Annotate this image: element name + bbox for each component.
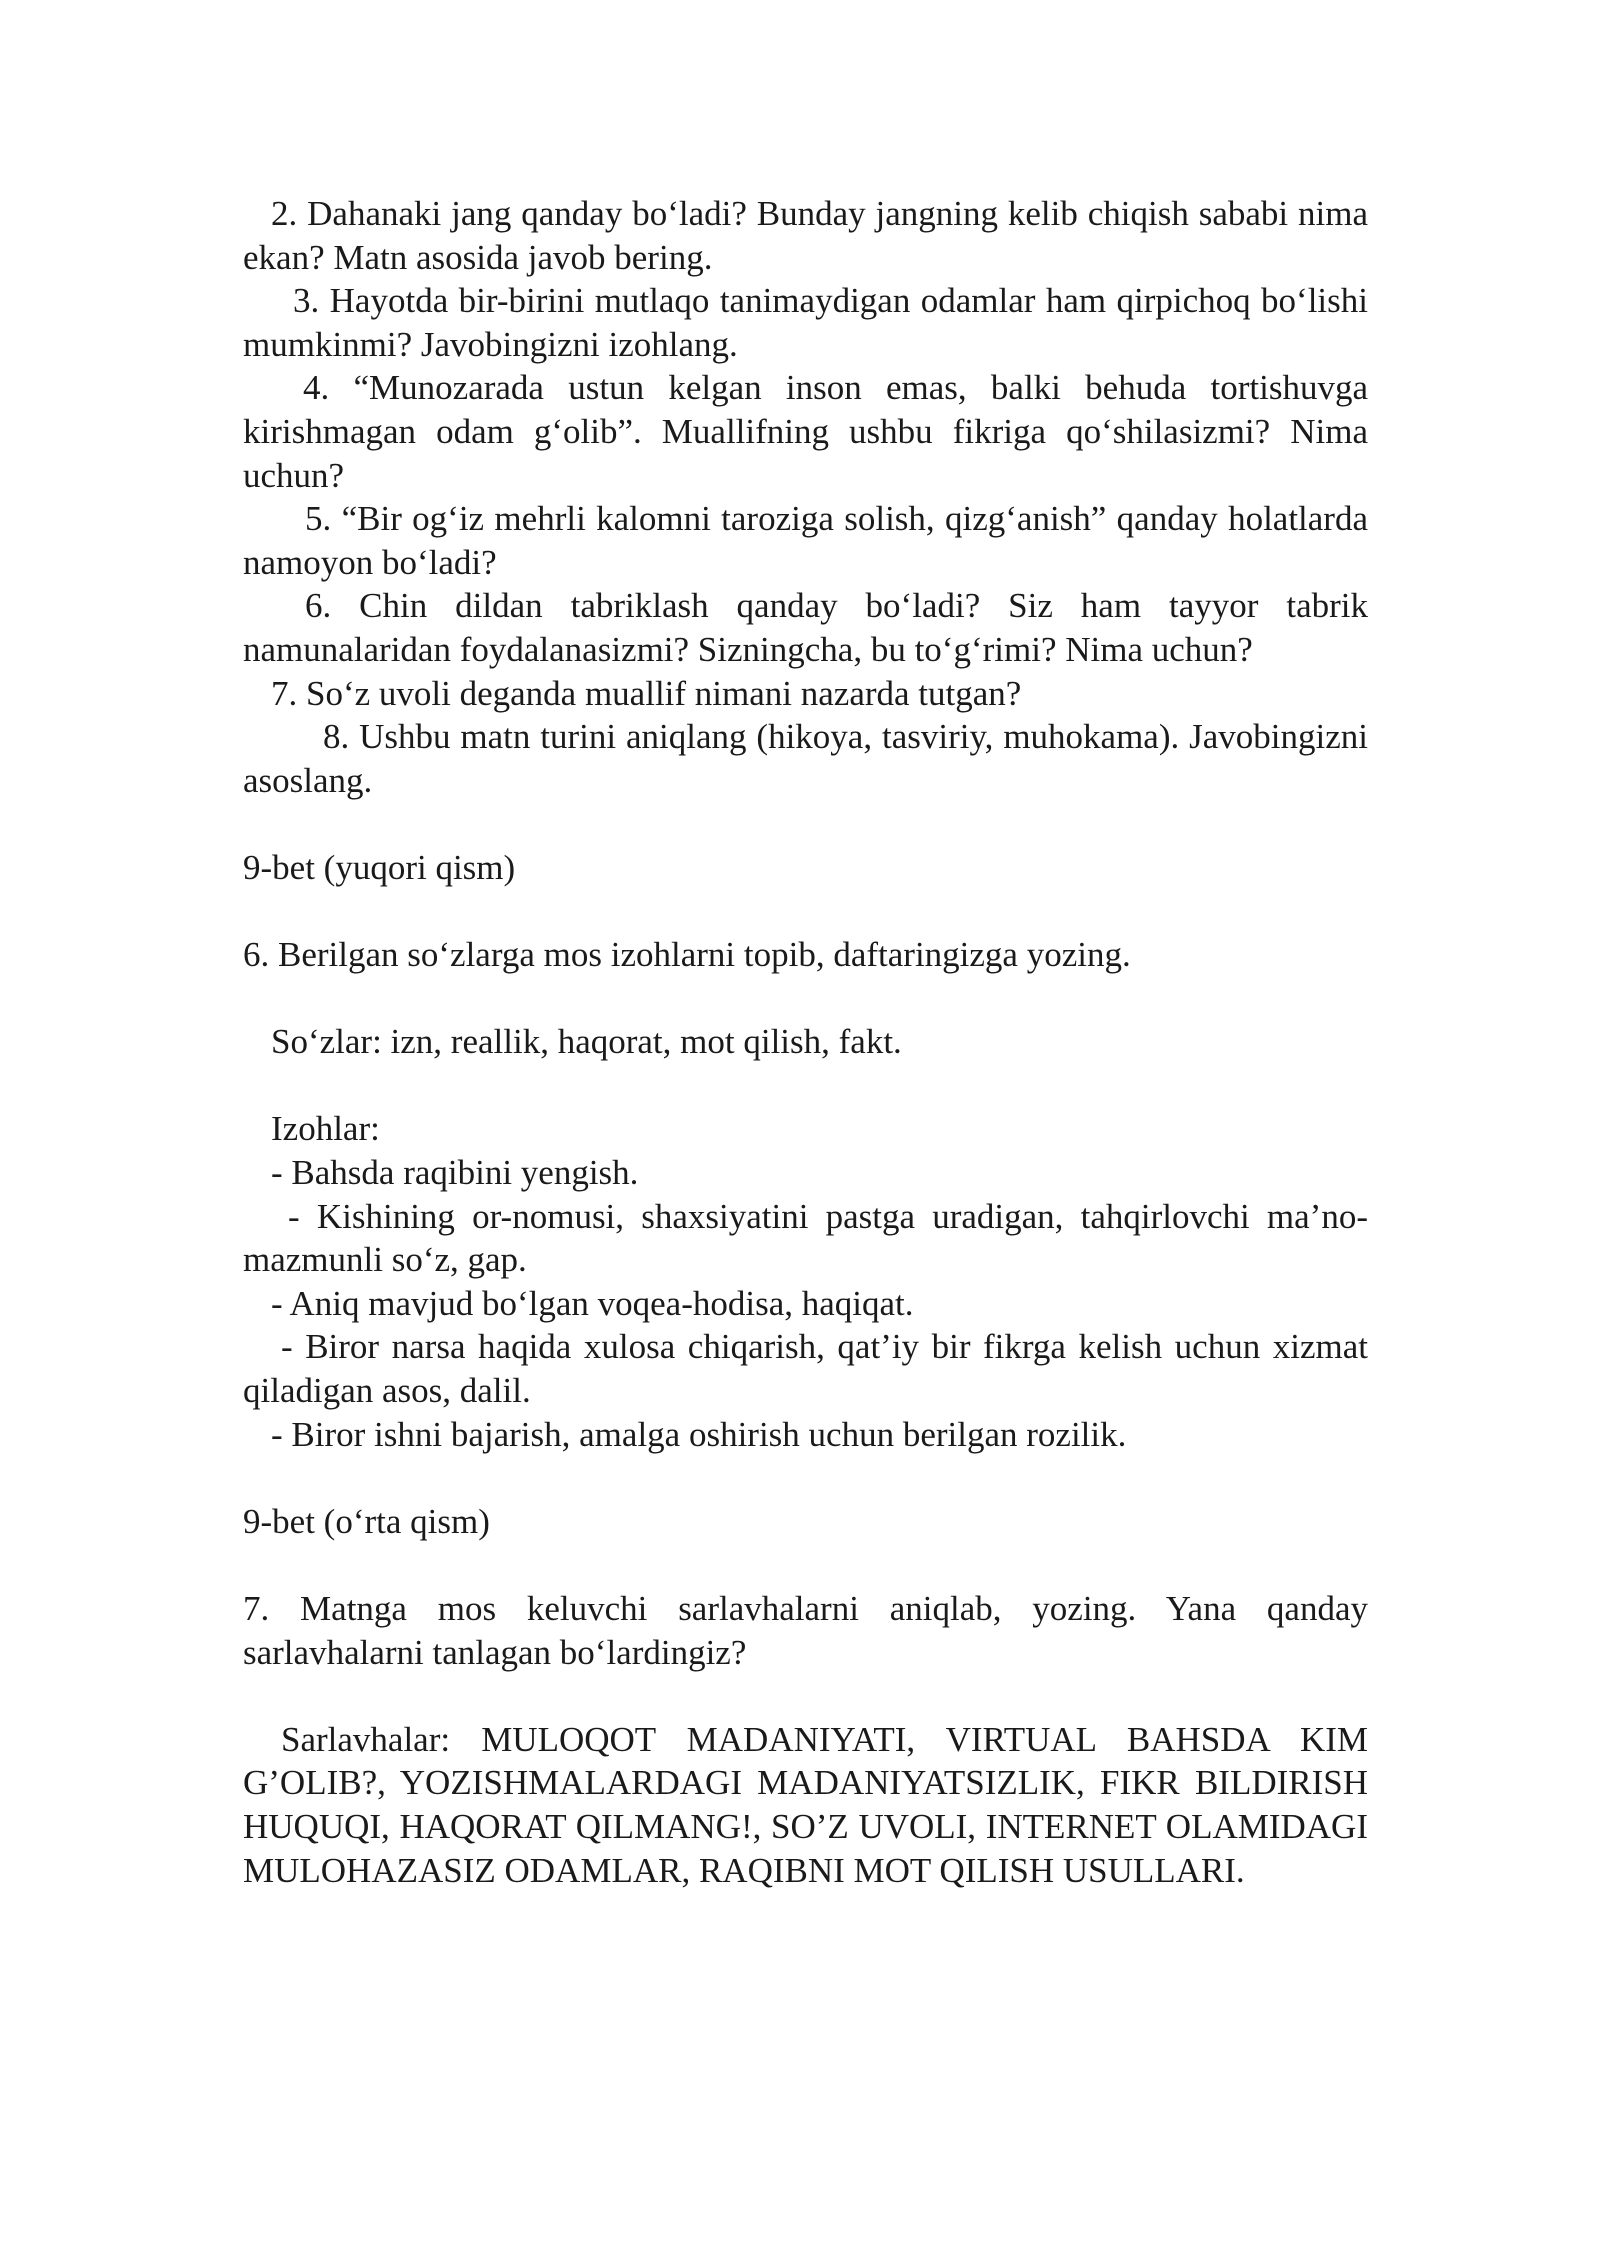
question-8: 8. Ushbu matn turini aniqlang (hikoya, tasviriy, muhokama). Javobingizni asoslang. <box>243 717 1368 800</box>
definition-item: - Biror ishni bajarish, amalga oshirish uchun berilgan rozilik. <box>271 1414 1127 1454</box>
question-5: 5. “Bir og‘iz mehrli kalomni taroziga solish, qizg‘anish” qanday holatlarda namoyon bo‘ladi? <box>243 499 1368 582</box>
definition-item: - Bahsda raqibini yengish. <box>271 1153 639 1193</box>
definition-item: - Aniq mavjud bo‘lgan voqea-hodisa, haqiqat. <box>271 1283 914 1323</box>
question-7: 7. So‘z uvoli deganda muallif nimani nazarda tutgan? <box>271 673 1022 713</box>
titles-list: Sarlavhalar: MULOQOT MADANIYATI, VIRTUAL BAHSDA KIM G’OLIB?, YOZISHMALARDAGI MADANIYATSIZLIK, FIKR BILDIRISH HUQUQI, HAQORAT QILMANG!, SO’Z UVOLI, INTERNET OLAMIDAGI MULOHAZASIZ ODAMLAR, RAQIBNI MOT QILISH USULLARI. <box>243 1719 1368 1890</box>
task-6: 6. Berilgan so‘zlarga mos izohlarni topib, daftaringizga yozing. <box>243 935 1131 975</box>
question-2: 2. Dahanaki jang qanday bo‘ladi? Bunday jangning kelib chiqish sababi nima ekan? Matn asosida javob bering. <box>243 194 1368 277</box>
words-list: So‘zlar: izn, reallik, haqorat, mot qilish, fakt. <box>271 1022 902 1062</box>
definitions-label: Izohlar: <box>271 1109 380 1149</box>
section-heading-top: 9-bet (yuqori qism) <box>243 847 516 887</box>
task-7: 7. Matnga mos keluvchi sarlavhalarni aniqlab, yozing. Yana qanday sarlavhalarni tanlagan bo‘lardingiz? <box>243 1589 1368 1672</box>
question-3: 3. Hayotda bir-birini mutlaqo tanimaydigan odamlar ham qirpichoq bo‘lishi mumkinmi? Javobingizni izohlang. <box>243 281 1368 364</box>
definition-item: - Kishining or-nomusi, shaxsiyatini pastga uradigan, tahqirlovchi ma’no-mazmunli so‘z, gap. <box>243 1196 1368 1280</box>
question-6: 6. Chin dildan tabriklash qanday bo‘ladi? Siz ham tayyor tabrik namunalaridan foydalanasizmi? Sizningcha, bu to‘g‘rimi? Nima uchun? <box>243 586 1368 669</box>
document-page <box>243 192 1368 1892</box>
section-heading-middle: 9-bet (o‘rta qism) <box>243 1501 490 1541</box>
definition-item: - Biror narsa haqida xulosa chiqarish, qat’iy bir fikrga kelish uchun xizmat qiladigan asos, dalil. <box>243 1327 1368 1411</box>
question-4: 4. “Munozarada ustun kelgan inson emas, balki behuda tortishuvga kirishmagan odam g‘olib”. Muallifning ushbu fikriga qo‘shilasizmi? Nima uchun? <box>243 368 1368 495</box>
